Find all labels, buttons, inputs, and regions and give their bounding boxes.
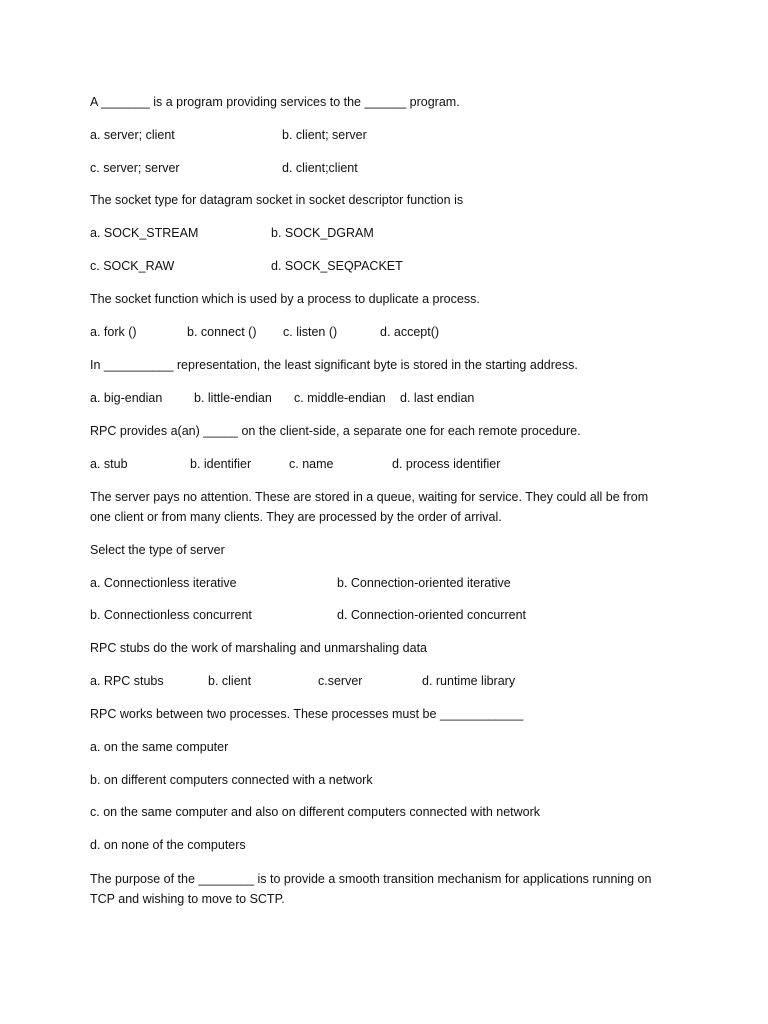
- question-4-option-c: c. middle-endian: [294, 391, 386, 405]
- question-4-text: In __________ representation, the least significant byte is stored in the starting address.: [90, 358, 578, 372]
- question-8-option-d: d. on none of the computers: [90, 838, 246, 852]
- question-7-option-b: b. client: [208, 674, 252, 688]
- question-4-option-d: d. last endian: [400, 391, 475, 405]
- question-1-option-d: d. client;client: [282, 161, 358, 175]
- question-7-option-c: c.server: [318, 674, 363, 688]
- question-3-option-b: b. connect (): [187, 325, 257, 339]
- question-2-option-b: b. SOCK_DGRAM: [271, 226, 374, 240]
- question-6-text: The server pays no attention. These are stored in a queue, waiting for service. They could all be from one client or from many clients. They are processed by the order of arrival.: [90, 490, 649, 524]
- question-2-option-a: a. SOCK_STREAM: [90, 226, 199, 240]
- question-6-option-c: b. Connectionless concurrent: [90, 608, 252, 622]
- question-7-option-d: d. runtime library: [422, 674, 516, 688]
- question-2-option-c: c. SOCK_RAW: [90, 259, 175, 273]
- question-8-option-b: b. on different computers connected with a network: [90, 773, 373, 787]
- question-7-text: RPC stubs do the work of marshaling and unmarshaling data: [90, 641, 427, 655]
- question-3-text: The socket function which is used by a process to duplicate a process.: [90, 292, 480, 306]
- question-9-text: The purpose of the ________ is to provide a smooth transition mechanism for applications running on TCP and wishing to move to SCTP.: [90, 872, 652, 906]
- question-1-text: A _______ is a program providing services to the ______ program.: [90, 95, 460, 109]
- question-6-option-b: b. Connection-oriented iterative: [337, 576, 511, 590]
- question-5-option-a: a. stub: [90, 457, 128, 471]
- question-2-text: The socket type for datagram socket in socket descriptor function is: [90, 193, 464, 207]
- question-3-option-c: c. listen (): [283, 325, 338, 339]
- question-5-text: RPC provides a(an) _____ on the client-side, a separate one for each remote procedure.: [90, 424, 581, 438]
- question-6-option-d: d. Connection-oriented concurrent: [337, 608, 527, 622]
- question-5-option-b: b. identifier: [190, 457, 252, 471]
- question-7-option-a: a. RPC stubs: [90, 674, 164, 688]
- question-5-option-c: c. name: [289, 457, 334, 471]
- question-6-option-a: a. Connectionless iterative: [90, 576, 237, 590]
- question-1-option-c: c. server; server: [90, 161, 180, 175]
- question-8-text: RPC works between two processes. These processes must be ____________: [90, 707, 524, 721]
- question-1-option-b: b. client; server: [282, 128, 367, 142]
- question-5-option-d: d. process identifier: [392, 457, 501, 471]
- question-2-option-d: d. SOCK_SEQPACKET: [271, 259, 403, 273]
- question-6-subtext: Select the type of server: [90, 543, 225, 557]
- document-page: [90, 0, 690, 1024]
- question-8-option-c: c. on the same computer and also on different computers connected with network: [90, 805, 541, 819]
- question-1-option-a: a. server; client: [90, 128, 175, 142]
- question-4-option-a: a. big-endian: [90, 391, 163, 405]
- question-3-option-d: d. accept(): [380, 325, 440, 339]
- question-3-option-a: a. fork (): [90, 325, 137, 339]
- question-4-option-b: b. little-endian: [194, 391, 272, 405]
- question-8-option-a: a. on the same computer: [90, 740, 229, 754]
